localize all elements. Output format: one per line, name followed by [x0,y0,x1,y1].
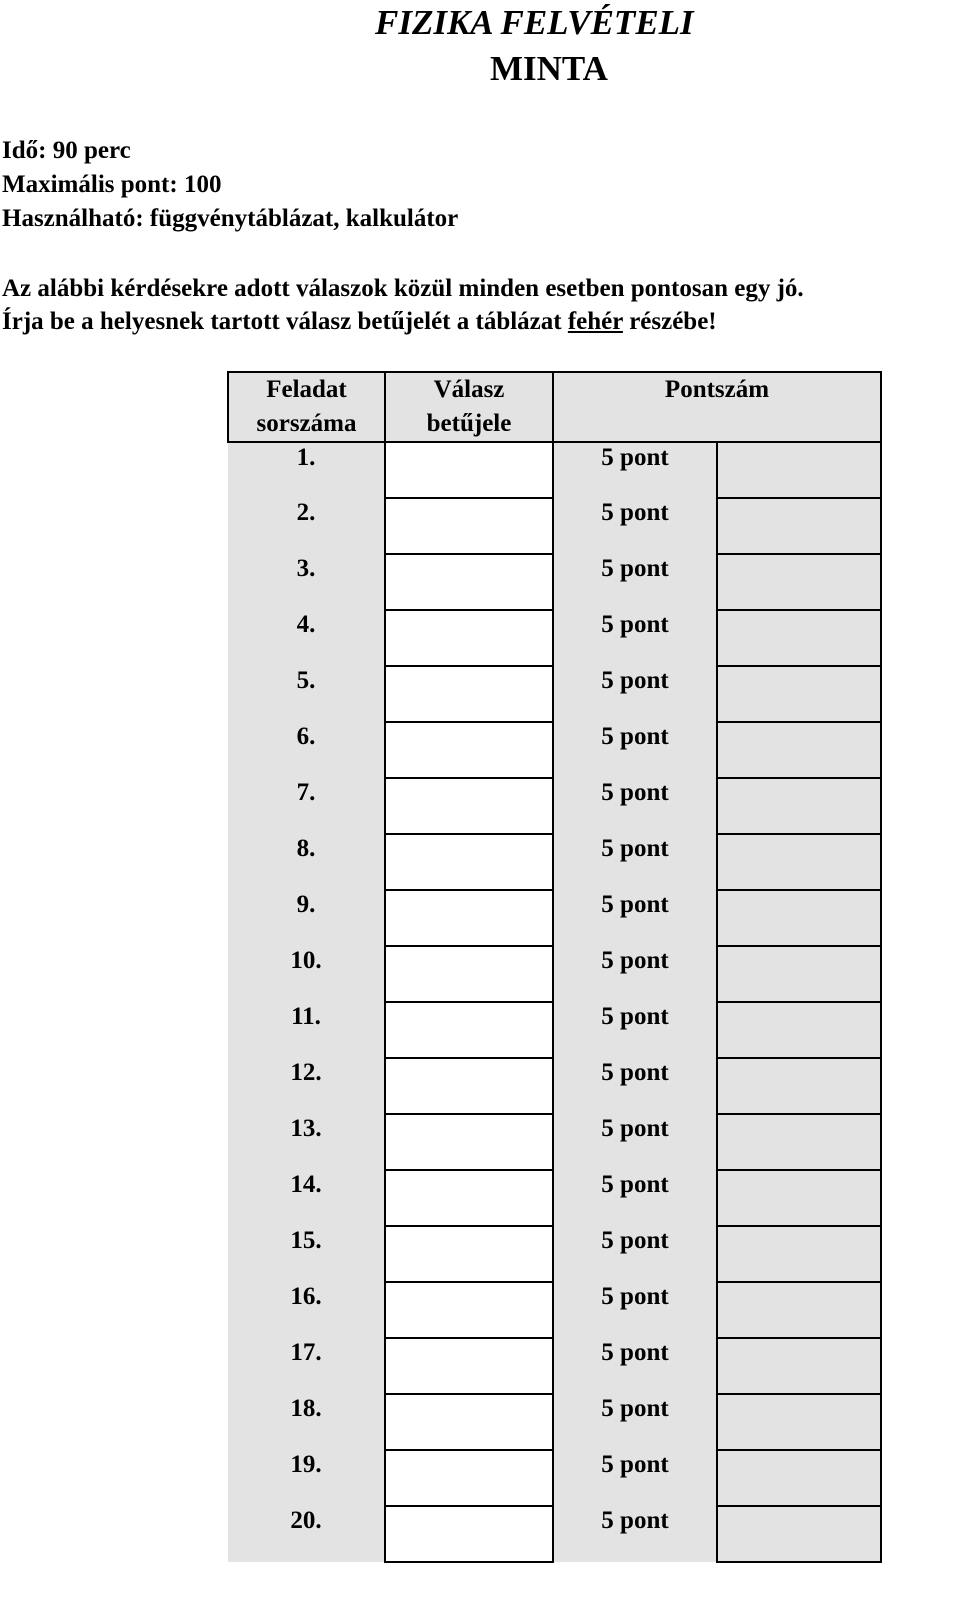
score-cell [717,1170,881,1226]
points-value: 5 pont [553,1394,717,1450]
answer-cell[interactable] [385,1058,553,1114]
task-number: 7. [228,778,385,834]
task-number: 2. [228,498,385,554]
score-cell [717,834,881,890]
answer-cell[interactable] [385,554,553,610]
score-cell [717,1058,881,1114]
points-value: 5 pont [553,1226,717,1282]
answer-cell[interactable] [385,1282,553,1338]
table-header-row [228,372,881,442]
score-cell [717,1226,881,1282]
table-row [228,442,881,498]
table-row [228,498,881,554]
table-row [228,1170,881,1226]
answer-cell[interactable] [385,1170,553,1226]
instruction-suffix: részébe! [622,308,717,335]
task-number: 9. [228,890,385,946]
task-number: 20. [228,1506,385,1562]
table-row [228,722,881,778]
points-value: 5 pont [553,1338,717,1394]
table-row [228,1506,881,1562]
task-number: 12. [228,1058,385,1114]
score-cell [717,1394,881,1450]
points-value: 5 pont [553,1282,717,1338]
points-value: 5 pont [553,778,717,834]
table-row [228,778,881,834]
answer-cell[interactable] [385,1394,553,1450]
score-cell [717,1506,881,1562]
score-cell [717,1114,881,1170]
task-number: 18. [228,1394,385,1450]
task-number: 13. [228,1114,385,1170]
table-row [228,890,881,946]
points-value: 5 pont [553,722,717,778]
points-value: 5 pont [553,442,717,498]
answer-cell[interactable] [385,1338,553,1394]
answer-cell[interactable] [385,666,553,722]
table-row [228,946,881,1002]
answer-cell[interactable] [385,498,553,554]
points-value: 5 pont [553,498,717,554]
score-cell [717,890,881,946]
exam-info [2,134,458,236]
score-cell [717,1338,881,1394]
allowed-aids: Használható: függvénytáblázat, kalkulátor [2,205,459,232]
answer-cell[interactable] [385,722,553,778]
task-number: 4. [228,610,385,666]
score-cell [717,722,881,778]
points-value: 5 pont [553,1002,717,1058]
table-row [228,1282,881,1338]
points-value: 5 pont [553,834,717,890]
points-value: 5 pont [553,1506,717,1562]
points-value: 5 pont [553,890,717,946]
header-points: Pontszám [553,372,881,442]
points-value: 5 pont [553,610,717,666]
header-answer-letter: Válasz betűjele [385,372,553,442]
table-row [228,1226,881,1282]
answer-cell[interactable] [385,1506,553,1562]
table-row [228,666,881,722]
task-number: 3. [228,554,385,610]
points-value: 5 pont [553,554,717,610]
task-number: 19. [228,1450,385,1506]
answer-cell[interactable] [385,1114,553,1170]
score-cell [717,1282,881,1338]
table-row [228,834,881,890]
score-cell [717,666,881,722]
score-cell [717,498,881,554]
instruction-underlined-word: fehér [567,308,623,335]
time-limit: Idő: 90 perc [2,137,131,164]
task-number: 1. [228,442,385,498]
table-row [228,1058,881,1114]
score-cell [717,554,881,610]
score-cell [717,778,881,834]
table-row [228,1394,881,1450]
task-number: 15. [228,1226,385,1282]
header-task-number: Feladat sorszáma [228,372,385,442]
max-points: Maximális pont: 100 [2,171,222,198]
score-cell [717,946,881,1002]
table-row [228,554,881,610]
score-cell [717,1002,881,1058]
task-number: 16. [228,1282,385,1338]
score-cell [717,442,881,498]
answer-cell[interactable] [385,1450,553,1506]
points-value: 5 pont [553,1114,717,1170]
points-value: 5 pont [553,1170,717,1226]
task-number: 11. [228,1002,385,1058]
table-row [228,1450,881,1506]
table-row [228,1002,881,1058]
task-number: 6. [228,722,385,778]
task-number: 10. [228,946,385,1002]
task-number: 8. [228,834,385,890]
task-number: 17. [228,1338,385,1394]
answer-cell[interactable] [385,946,553,1002]
points-value: 5 pont [553,666,717,722]
table-row [228,1114,881,1170]
answer-cell[interactable] [385,1226,553,1282]
points-value: 5 pont [553,946,717,1002]
instructions [2,272,804,338]
score-cell [717,1450,881,1506]
page-subtitle: MINTA [490,49,608,88]
instruction-prefix: Írja be a helyesnek tartott válasz betűjelét a táblázat [2,308,568,335]
page-title: FIZIKA FELVÉTELI [375,3,694,42]
points-value: 5 pont [553,1450,717,1506]
answer-cell[interactable] [385,890,553,946]
answer-table [227,371,882,1563]
instruction-line-1: Az alábbi kérdésekre adott válaszok közül minden esetben pontosan egy jó. [2,275,804,302]
instruction-line-2 [2,305,804,338]
task-number: 5. [228,666,385,722]
answer-cell[interactable] [385,1002,553,1058]
answer-cell[interactable] [385,834,553,890]
score-cell [717,610,881,666]
table-row [228,610,881,666]
answer-cell[interactable] [385,610,553,666]
answer-cell[interactable] [385,442,553,498]
points-value: 5 pont [553,1058,717,1114]
table-row [228,1338,881,1394]
task-number: 14. [228,1170,385,1226]
answer-cell[interactable] [385,778,553,834]
